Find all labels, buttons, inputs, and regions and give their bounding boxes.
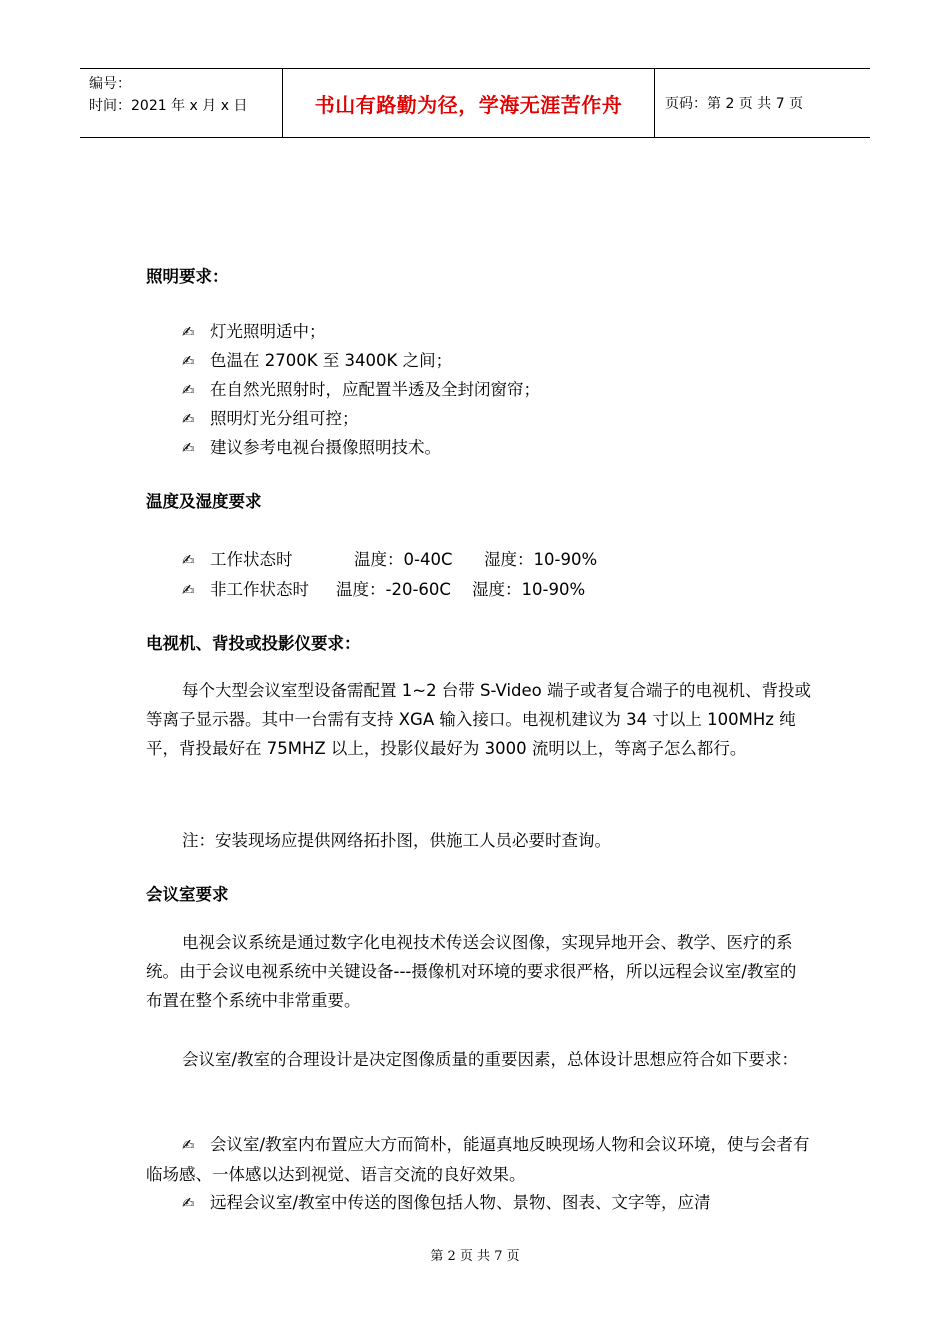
pen-bullet-icon: ✍ [182, 1136, 195, 1154]
meeting-room-paragraph: 电视会议系统是通过数字化电视技术传送会议图像，实现异地开会、教学、医疗的系统。由于会议电视系统中关键设备---摄像机对环境的要求很严格，所以远程会议室/教室的布置在整个系统中非常重要。 [146, 933, 797, 1010]
page-footer: 第 2 页 共 7 页 [430, 1249, 520, 1264]
meeting-room-item: ✍ 会议室/教室内布置应大方而简朴，能逼真地反映现场人物和会议环境，使与会者有临场感、一体感以达到视觉、语言交流的良好效果。 [146, 1130, 811, 1189]
lighting-item: ✍ 在自然光照射时，应配置半透及全封闭窗帘； [182, 380, 540, 399]
temperature-heading: 温度及湿度要求 [146, 492, 262, 511]
lighting-item: ✍ 色温在 2700K 至 3400K 之间； [182, 351, 453, 370]
display-heading: 电视机、背投或投影仪要求： [146, 634, 361, 653]
pen-bullet-icon: ✍ [182, 352, 195, 370]
meeting-room-heading: 会议室要求 [146, 885, 229, 904]
number-label: 编号： [89, 76, 131, 92]
pen-bullet-icon: ✍ [182, 381, 195, 399]
installation-note: 注：安装现场应提供网络拓扑图，供施工人员必要时查询。 [182, 831, 611, 850]
pen-bullet-icon: ✍ [182, 323, 195, 341]
lighting-item: ✍ 灯光照明适中； [182, 322, 326, 341]
pen-bullet-icon: ✍ [182, 551, 195, 569]
lighting-heading: 照明要求： [146, 267, 229, 286]
header-page-label: 页码：第 2 页 共 7 页 [665, 96, 804, 112]
display-paragraph: 每个大型会议室型设备需配置 1~2 台带 S-Video 端子或者复合端子的电视机、背投或等离子显示器。其中一台需有支持 XGA 输入接口。电视机建议为 34 寸以上 100MHz 纯平，背投最好在 75MHZ 以上，投影仪最好为 3000 流明以上，等离子怎么都行。 [146, 681, 811, 758]
lighting-item: ✍ 建议参考电视台摄像照明技术。 [182, 438, 441, 457]
temperature-item: ✍ 非工作状态时 温度：-20-60C 湿度：10-90% [182, 580, 586, 599]
page-header [80, 68, 870, 138]
header-meta [80, 69, 282, 137]
pen-bullet-icon: ✍ [182, 439, 195, 457]
pen-bullet-icon: ✍ [182, 410, 195, 428]
date-label: 时间：2021 年 x 月 x 日 [89, 98, 248, 114]
pen-bullet-icon: ✍ [182, 581, 195, 599]
header-motto: 书山有路勤为径，学海无涯苦作舟 [282, 69, 655, 137]
pen-bullet-icon: ✍ [182, 1194, 195, 1212]
lighting-item: ✍ 照明灯光分组可控； [182, 409, 359, 428]
meeting-room-item: ✍ 远程会议室/教室中传送的图像包括人物、景物、图表、文字等，应清 [146, 1188, 811, 1218]
design-paragraph: 会议室/教室的合理设计是决定图像质量的重要因素，总体设计思想应符合如下要求： [182, 1050, 799, 1069]
temperature-item: ✍ 工作状态时 温度：0-40C 湿度：10-90% [182, 550, 598, 569]
